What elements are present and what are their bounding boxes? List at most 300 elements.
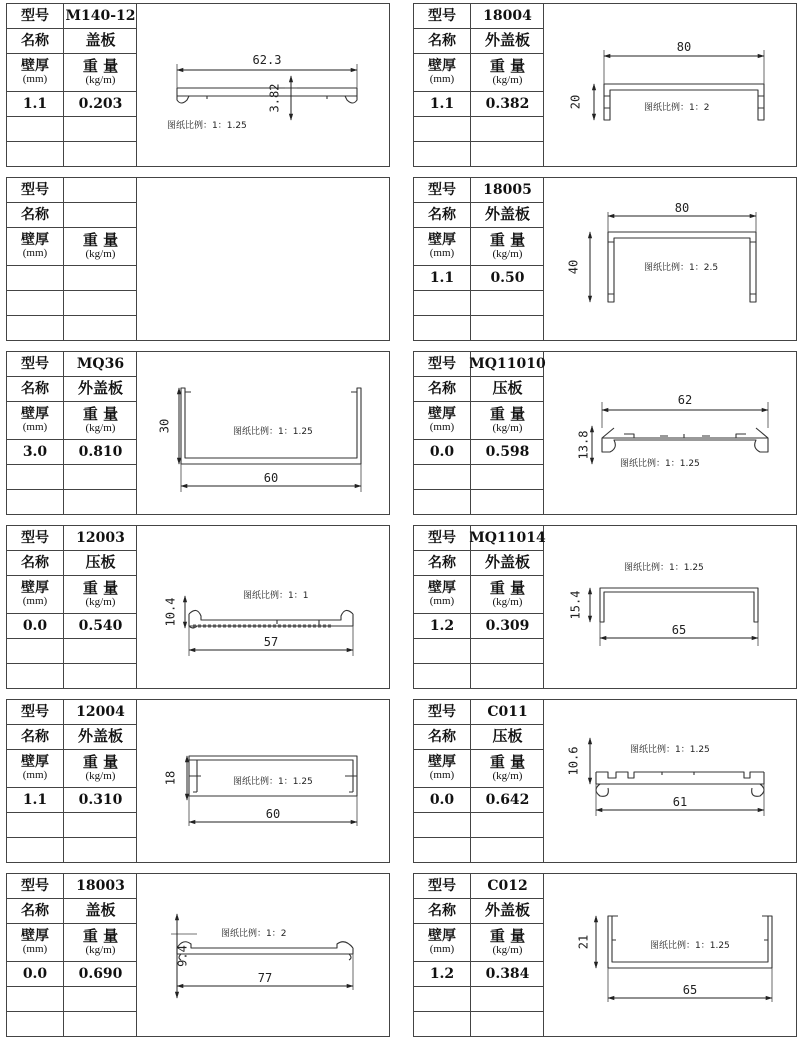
- height-dimension-label: 10.4: [163, 597, 178, 627]
- blank-cell: [414, 291, 471, 315]
- profile-outline: [596, 772, 764, 796]
- weight-label: 重 量: [489, 752, 526, 771]
- spec-row: [414, 614, 543, 639]
- spec-row: [7, 352, 136, 377]
- thickness-value: 0.0: [429, 791, 455, 808]
- thickness-label: 壁厚: [21, 928, 49, 945]
- spec-row: [7, 377, 136, 402]
- height-dimension-label: 30: [157, 418, 172, 434]
- weight-unit: (kg/m): [492, 769, 523, 782]
- height-dimension-label: 20: [568, 94, 583, 110]
- spec-row: [414, 266, 543, 291]
- thickness-unit: (mm): [22, 73, 48, 86]
- profile-drawing: [137, 526, 389, 688]
- model-label: 型号: [428, 7, 456, 24]
- scale-note: 图纸比例：1：1: [243, 591, 309, 601]
- blank-cell: [64, 142, 137, 166]
- thickness-unit: (mm): [429, 73, 455, 86]
- name-value: 盖板: [85, 31, 116, 50]
- blank-cell: [471, 316, 544, 340]
- profile-drawing: [137, 874, 389, 1036]
- thickness-unit: (mm): [22, 769, 48, 782]
- profile-outline: [181, 388, 361, 464]
- name-value: 外盖板: [484, 31, 530, 50]
- thickness-value: 0.0: [22, 617, 48, 634]
- profile-drawing-svg: [544, 178, 796, 340]
- weight-value: 0.382: [485, 95, 530, 112]
- spec-row: [414, 54, 543, 92]
- weight-label: 重 量: [489, 926, 526, 945]
- scale-note: 图纸比例：1：2: [221, 929, 287, 939]
- profile-drawing: [544, 352, 796, 514]
- blank-cell: [7, 1012, 64, 1036]
- spec-row: [414, 750, 543, 788]
- weight-value: 0.203: [78, 95, 123, 112]
- width-dimension-label: 57: [263, 635, 279, 649]
- thickness-header: [414, 924, 471, 961]
- scale-note: 图纸比例：1：1.25: [624, 563, 704, 573]
- height-dimension-label: 18: [163, 770, 178, 786]
- thickness-label: 壁厚: [21, 406, 49, 423]
- spec-row: [7, 178, 136, 203]
- blank-cell: [64, 639, 137, 663]
- spec-table: [414, 352, 544, 514]
- spec-row: [7, 725, 136, 750]
- spec-row: [414, 664, 543, 688]
- thickness-label: 壁厚: [428, 928, 456, 945]
- profile-drawing-svg: [544, 352, 796, 514]
- weight-unit: (kg/m): [492, 247, 523, 260]
- spec-row: [414, 874, 543, 899]
- weight-unit: (kg/m): [85, 943, 116, 956]
- spec-row: [7, 465, 136, 490]
- weight-label: 重 量: [82, 926, 119, 945]
- profile-drawing: [137, 352, 389, 514]
- spec-row: [7, 54, 136, 92]
- name-value: 盖板: [85, 901, 116, 920]
- thickness-unit: (mm): [22, 595, 48, 608]
- height-dimension-label: 15.4: [568, 590, 583, 620]
- blank-cell: [7, 639, 64, 663]
- spec-row: [7, 203, 136, 228]
- profile-drawing-svg: [544, 700, 796, 862]
- profile-card: [413, 873, 797, 1037]
- spec-row: [7, 551, 136, 576]
- weight-unit: (kg/m): [85, 595, 116, 608]
- spec-table: [414, 526, 544, 688]
- thickness-unit: (mm): [429, 769, 455, 782]
- name-value: 外盖板: [484, 553, 530, 572]
- blank-cell: [471, 1012, 544, 1036]
- width-dimension-label: 62.3: [252, 53, 282, 67]
- spec-row: [414, 899, 543, 924]
- weight-header: [64, 54, 137, 91]
- profile-drawing-svg: [137, 178, 389, 340]
- scale-note: 图纸比例：1：1.25: [620, 459, 700, 469]
- spec-row: [7, 750, 136, 788]
- spec-row: [7, 987, 136, 1012]
- name-label: 名称: [21, 902, 49, 919]
- thickness-label: 壁厚: [428, 754, 456, 771]
- weight-unit: (kg/m): [85, 73, 116, 86]
- weight-unit: (kg/m): [492, 595, 523, 608]
- name-label: 名称: [428, 380, 456, 397]
- profile-drawing: [137, 4, 389, 166]
- profile-outline: [602, 428, 768, 452]
- model-value: C012: [487, 877, 528, 894]
- blank-cell: [414, 664, 471, 688]
- model-value: C011: [487, 703, 528, 720]
- width-dimension-label: 65: [682, 983, 698, 997]
- spec-row: [7, 440, 136, 465]
- weight-header: [471, 924, 544, 961]
- profile-drawing: [544, 4, 796, 166]
- scale-note: 图纸比例：1：1.25: [233, 427, 313, 437]
- spec-row: [414, 291, 543, 316]
- weight-unit: (kg/m): [492, 943, 523, 956]
- weight-value: 0.810: [78, 443, 123, 460]
- blank-cell: [64, 664, 137, 688]
- thickness-value: 3.0: [22, 443, 48, 460]
- profile-outline: [189, 756, 357, 796]
- name-label: 名称: [21, 32, 49, 49]
- spec-row: [7, 614, 136, 639]
- spec-row: [414, 377, 543, 402]
- name-label: 名称: [428, 728, 456, 745]
- weight-unit: (kg/m): [492, 421, 523, 434]
- blank-cell: [64, 465, 137, 489]
- spec-table: [7, 178, 137, 340]
- height-dimension-label: 3.82: [267, 83, 282, 113]
- spec-table: [414, 874, 544, 1036]
- spec-row: [414, 639, 543, 664]
- spec-row: [7, 813, 136, 838]
- spec-table: [414, 178, 544, 340]
- spec-row: [7, 291, 136, 316]
- weight-value: 0.310: [78, 791, 123, 808]
- model-value: M140-12: [65, 7, 136, 24]
- spec-row: [414, 813, 543, 838]
- name-label: 名称: [428, 32, 456, 49]
- blank-cell: [414, 987, 471, 1011]
- name-label: 名称: [428, 206, 456, 223]
- name-label: 名称: [21, 728, 49, 745]
- spec-row: [414, 526, 546, 551]
- thickness-unit: (mm): [22, 943, 48, 956]
- blank-cell: [7, 316, 64, 340]
- spec-table: [7, 874, 137, 1036]
- profile-drawing-svg: [544, 874, 796, 1036]
- thickness-label: 壁厚: [21, 580, 49, 597]
- spec-row: [414, 465, 543, 490]
- spec-row: [414, 924, 543, 962]
- model-value: 12003: [76, 529, 125, 546]
- thickness-header: [414, 576, 471, 613]
- scale-note: 图纸比例：1：1.25: [233, 777, 313, 787]
- profile-card: [413, 177, 797, 341]
- blank-cell: [471, 465, 544, 489]
- weight-value: 0.642: [485, 791, 530, 808]
- blank-cell: [414, 813, 471, 837]
- spec-row: [414, 178, 543, 203]
- height-dimension-label: 9.4: [175, 945, 190, 967]
- weight-header: [471, 228, 544, 265]
- spec-row: [7, 874, 136, 899]
- width-dimension-label: 60: [263, 471, 279, 485]
- profile-card: [413, 525, 797, 689]
- scale-note: 图纸比例：1：1.25: [630, 745, 710, 755]
- spec-row: [7, 117, 136, 142]
- blank-cell: [7, 490, 64, 514]
- spec-row: [7, 92, 136, 117]
- name-value: 外盖板: [484, 205, 530, 224]
- spec-row: [414, 29, 543, 54]
- profile-drawing: [544, 700, 796, 862]
- model-value: 18005: [483, 181, 532, 198]
- spec-row: [7, 29, 136, 54]
- weight-header: [471, 54, 544, 91]
- spec-row: [414, 203, 543, 228]
- spec-row: [7, 490, 136, 514]
- weight-value: 0.690: [78, 965, 123, 982]
- spec-row: [7, 576, 136, 614]
- model-value: 12004: [76, 703, 125, 720]
- spec-row: [414, 1012, 543, 1036]
- width-dimension-label: 60: [265, 807, 281, 821]
- blank-cell: [414, 316, 471, 340]
- spec-row: [414, 4, 543, 29]
- weight-header: [471, 576, 544, 613]
- width-dimension-label: 65: [671, 623, 687, 637]
- profile-card: [6, 699, 390, 863]
- weight-unit: (kg/m): [85, 421, 116, 434]
- model-label: 型号: [21, 529, 49, 546]
- profile-drawing: [544, 178, 796, 340]
- spec-row: [414, 92, 543, 117]
- thickness-unit: (mm): [429, 595, 455, 608]
- thickness-header: [7, 576, 64, 613]
- thickness-value: 0.0: [22, 965, 48, 982]
- profile-drawing-svg: [137, 874, 389, 1036]
- profile-outline: [177, 942, 353, 960]
- name-value: 外盖板: [484, 901, 530, 920]
- thickness-label: 壁厚: [21, 754, 49, 771]
- thickness-label: 壁厚: [21, 232, 49, 249]
- profile-drawing: [544, 874, 796, 1036]
- model-label: 型号: [428, 703, 456, 720]
- name-label: 名称: [21, 554, 49, 571]
- profile-outline: [604, 84, 764, 120]
- profile-card: [6, 351, 390, 515]
- spec-row: [414, 490, 543, 514]
- height-dimension-label: 10.6: [566, 746, 581, 776]
- spec-table: [7, 352, 137, 514]
- profile-drawing-svg: [544, 526, 796, 688]
- thickness-header: [414, 54, 471, 91]
- model-value: MQ11014: [469, 529, 546, 546]
- weight-header: [64, 750, 137, 787]
- spec-row: [414, 788, 543, 813]
- blank-cell: [471, 142, 544, 166]
- weight-unit: (kg/m): [85, 247, 116, 260]
- model-label: 型号: [21, 7, 49, 24]
- spec-row: [7, 1012, 136, 1036]
- width-dimension-label: 80: [674, 201, 690, 215]
- scale-note: 图纸比例：1：2.5: [644, 263, 719, 273]
- width-dimension-label: 62: [677, 393, 693, 407]
- thickness-label: 壁厚: [428, 58, 456, 75]
- model-value: 18003: [76, 877, 125, 894]
- blank-cell: [471, 664, 544, 688]
- weight-unit: (kg/m): [85, 769, 116, 782]
- name-value: 外盖板: [77, 379, 123, 398]
- name-value: 外盖板: [77, 727, 123, 746]
- thickness-value: 1.1: [22, 791, 48, 808]
- blank-cell: [414, 142, 471, 166]
- blank-cell: [7, 465, 64, 489]
- name-label: 名称: [21, 380, 49, 397]
- height-dimension-label: 40: [566, 259, 581, 275]
- profile-outline: [600, 588, 758, 622]
- thickness-value: 1.1: [429, 269, 455, 286]
- blank-cell: [414, 838, 471, 862]
- thickness-label: 壁厚: [428, 232, 456, 249]
- thickness-value: 1.1: [429, 95, 455, 112]
- blank-cell: [7, 664, 64, 688]
- spec-row: [7, 228, 136, 266]
- scale-note: 图纸比例：1：1.25: [167, 121, 247, 131]
- weight-value: 0.50: [490, 269, 525, 286]
- spec-row: [414, 576, 543, 614]
- blank-cell: [471, 291, 544, 315]
- spec-table: [7, 526, 137, 688]
- spec-row: [7, 700, 136, 725]
- weight-label: 重 量: [489, 56, 526, 75]
- blank-cell: [7, 987, 64, 1011]
- thickness-header: [7, 402, 64, 439]
- blank-cell: [64, 838, 137, 862]
- weight-value: 0.598: [485, 443, 530, 460]
- profile-drawing: [137, 700, 389, 862]
- blank-cell: [471, 987, 544, 1011]
- weight-header: [64, 576, 137, 613]
- blank-cell: [64, 490, 137, 514]
- thickness-unit: (mm): [22, 247, 48, 260]
- thickness-value: 1.2: [429, 617, 455, 634]
- thickness-header: [414, 402, 471, 439]
- blank-cell: [64, 813, 137, 837]
- thickness-header: [7, 54, 64, 91]
- weight-label: 重 量: [82, 752, 119, 771]
- name-label: 名称: [428, 554, 456, 571]
- model-label: 型号: [428, 355, 456, 372]
- spec-row: [414, 987, 543, 1012]
- model-label: 型号: [21, 181, 49, 198]
- blank-cell: [64, 1012, 137, 1036]
- blank-cell: [64, 987, 137, 1011]
- thickness-unit: (mm): [429, 943, 455, 956]
- blank-cell: [414, 1012, 471, 1036]
- blank-cell: [414, 639, 471, 663]
- blank-cell: [64, 117, 137, 141]
- spec-row: [414, 440, 543, 465]
- spec-row: [414, 551, 543, 576]
- height-dimension-label: 21: [576, 934, 591, 950]
- name-value: 压板: [492, 379, 523, 398]
- blank-cell: [471, 813, 544, 837]
- profile-drawing-svg: [544, 4, 796, 166]
- weight-label: 重 量: [489, 578, 526, 597]
- width-dimension-label: 80: [676, 40, 692, 54]
- model-label: 型号: [428, 181, 456, 198]
- spec-row: [7, 4, 136, 29]
- blank-cell: [64, 291, 137, 315]
- thickness-label: 壁厚: [428, 580, 456, 597]
- profile-drawing: [544, 526, 796, 688]
- width-dimension-label: 77: [257, 971, 273, 985]
- spec-row: [7, 899, 136, 924]
- model-label: 型号: [428, 529, 456, 546]
- blank-cell: [471, 117, 544, 141]
- thickness-header: [7, 228, 64, 265]
- thickness-label: 壁厚: [21, 58, 49, 75]
- spec-row: [7, 639, 136, 664]
- weight-header: [64, 228, 137, 265]
- name-value: 压板: [85, 553, 116, 572]
- spec-row: [414, 352, 546, 377]
- thickness-value: 1.2: [429, 965, 455, 982]
- spec-table: [414, 700, 544, 862]
- spec-row: [7, 788, 136, 813]
- blank-cell: [7, 813, 64, 837]
- spec-table: [7, 700, 137, 862]
- spec-row: [414, 838, 543, 862]
- model-value: MQ36: [76, 355, 125, 372]
- model-label: 型号: [428, 877, 456, 894]
- spec-table: [7, 4, 137, 166]
- weight-label: 重 量: [489, 404, 526, 423]
- blank-cell: [471, 838, 544, 862]
- weight-label: 重 量: [82, 56, 119, 75]
- weight-label: 重 量: [82, 578, 119, 597]
- spec-row: [414, 725, 543, 750]
- spec-row: [414, 228, 543, 266]
- blank-cell: [471, 639, 544, 663]
- model-value: 18004: [483, 7, 532, 24]
- blank-cell: [414, 117, 471, 141]
- profile-card: [6, 177, 390, 341]
- spec-row: [7, 924, 136, 962]
- weight-value: 0.540: [78, 617, 123, 634]
- blank-cell: [414, 490, 471, 514]
- blank-cell: [7, 117, 64, 141]
- thickness-value: 0.0: [429, 443, 455, 460]
- spec-row: [7, 962, 136, 987]
- spec-row: [7, 526, 136, 551]
- model-label: 型号: [21, 355, 49, 372]
- weight-header: [471, 402, 544, 439]
- weight-label: 重 量: [82, 230, 119, 249]
- weight-label: 重 量: [82, 404, 119, 423]
- weight-value: 0.384: [485, 965, 530, 982]
- spec-row: [414, 316, 543, 340]
- profile-drawing-svg: [137, 352, 389, 514]
- name-label: 名称: [428, 902, 456, 919]
- profile-card: [413, 699, 797, 863]
- weight-header: [471, 750, 544, 787]
- weight-label: 重 量: [489, 230, 526, 249]
- model-label: 型号: [21, 877, 49, 894]
